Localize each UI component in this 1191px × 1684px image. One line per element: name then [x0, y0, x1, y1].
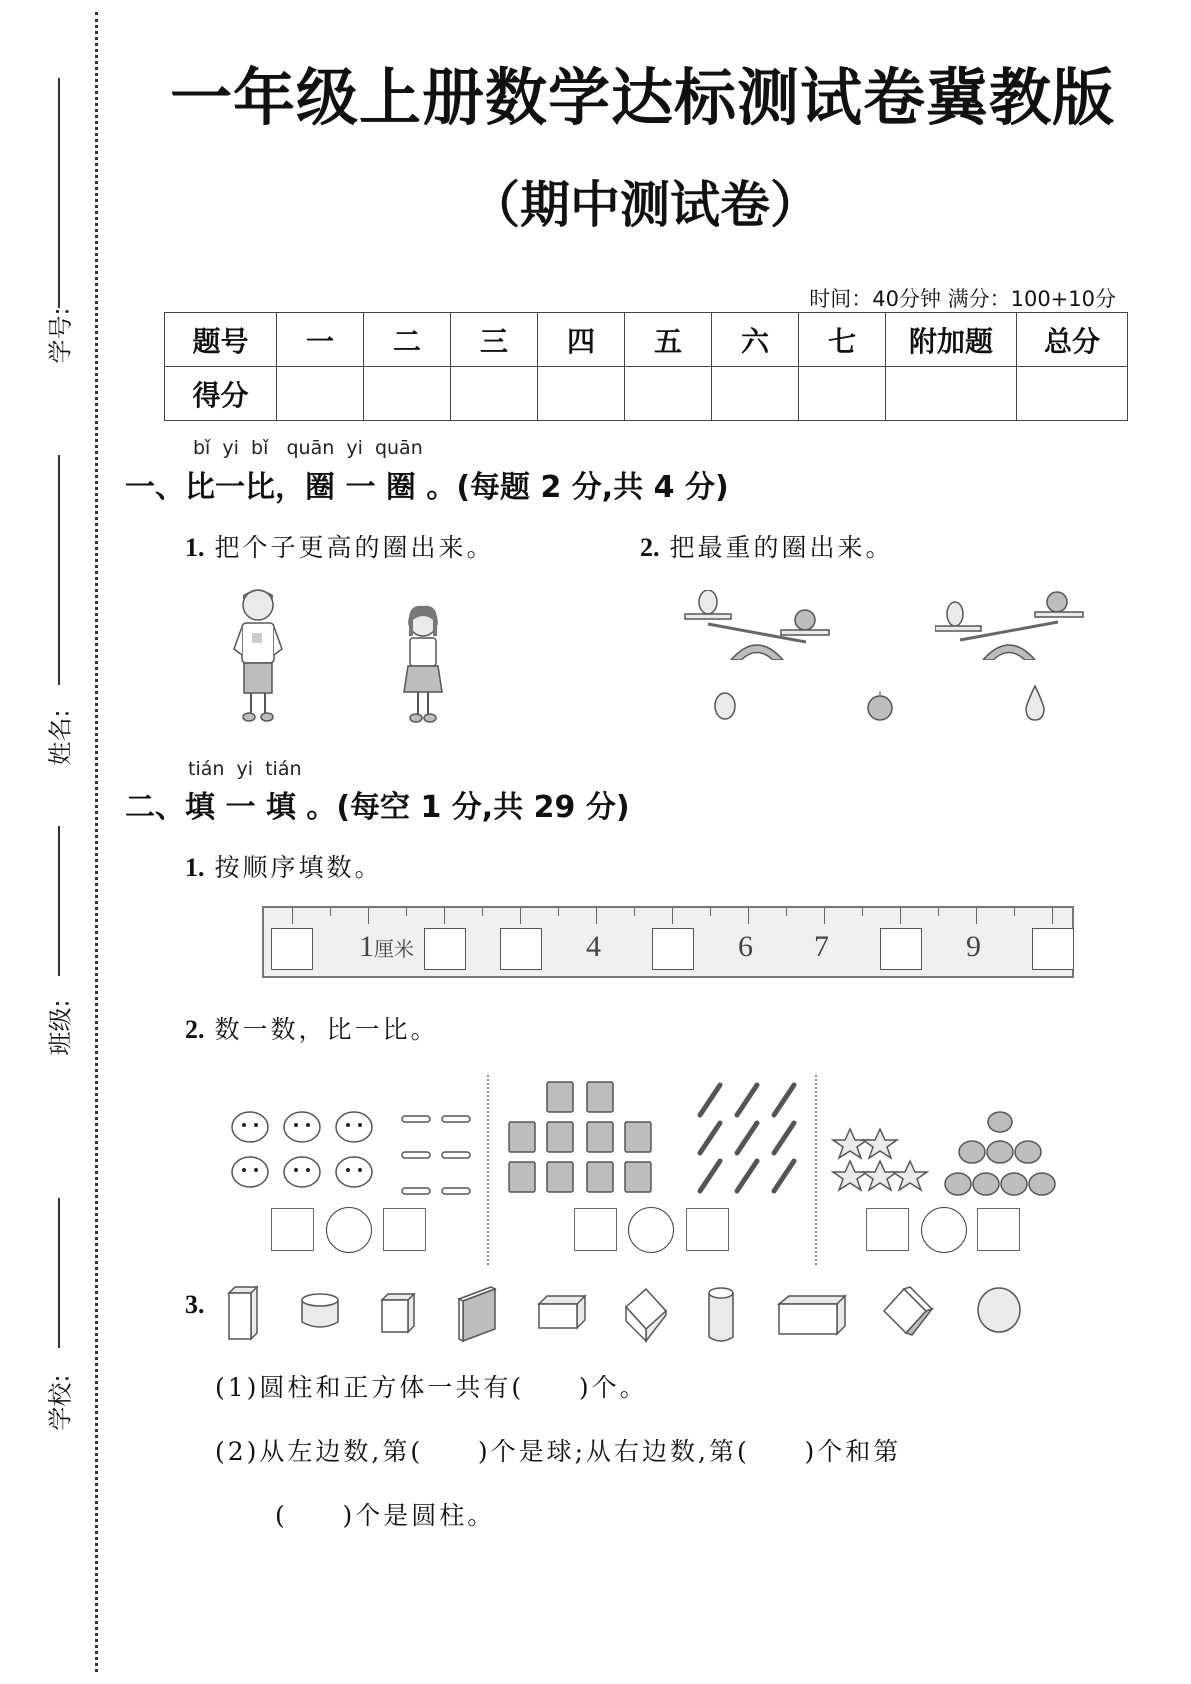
score-table: [164, 312, 1128, 421]
pear-image[interactable]: [1020, 680, 1050, 722]
ruler-label-4: 4: [586, 930, 601, 963]
score-cell[interactable]: [364, 367, 451, 421]
boy-image[interactable]: [228, 585, 288, 725]
row-label-score: 得分: [165, 367, 277, 421]
q3-sub2-line2: ( )个是圆柱。: [275, 1501, 496, 1530]
col-6: 六: [712, 313, 799, 367]
compare-box-right-2[interactable]: [686, 1208, 729, 1251]
col-bonus: 附加题: [886, 313, 1017, 367]
col-total: 总分: [1017, 313, 1128, 367]
score-cell[interactable]: [799, 367, 886, 421]
q2-number: 2.: [640, 533, 660, 562]
section1-pinyin: bǐ yi bǐ quān yi quān: [193, 437, 423, 459]
exam-meta: 时间：40分钟 满分：100+10分: [809, 287, 1116, 311]
q3-number: 3.: [185, 1290, 205, 1319]
col-7: 七: [799, 313, 886, 367]
score-cell[interactable]: [1017, 367, 1128, 421]
divider-2: [815, 1075, 817, 1265]
divider-1: [487, 1075, 489, 1265]
ruler-label-6: 6: [738, 930, 753, 963]
ruler-label-1: 1厘米: [359, 930, 414, 963]
ruler-blank-2[interactable]: [424, 928, 466, 970]
score-cell[interactable]: [625, 367, 712, 421]
name-underline: [58, 455, 60, 685]
peach-image[interactable]: [710, 690, 740, 722]
q2-number: 2.: [185, 1015, 205, 1044]
compare-circle-2[interactable]: [628, 1207, 674, 1253]
class-underline: [58, 826, 60, 976]
col-3: 三: [451, 313, 538, 367]
shape-cylinder-short-icon: [298, 1292, 343, 1332]
section2-q2: [185, 1010, 439, 1046]
score-cell[interactable]: [538, 367, 625, 421]
q3-sub2-line1: (2)从左边数,第( )个是球;从右边数,第( )个和第: [215, 1437, 902, 1466]
section1-heading: 一、比一比，圈 一 圈 。(每题 2 分,共 4 分): [125, 470, 729, 505]
q3-sub1: (1)圆柱和正方体一共有( )个。: [215, 1373, 648, 1402]
balance-pear-apple-image: [935, 590, 1085, 660]
balance-peach-apple-image: [683, 590, 833, 660]
col-2: 二: [364, 313, 451, 367]
stars-image: [830, 1125, 930, 1195]
shape-cuboid-tall-icon: [225, 1285, 265, 1340]
compare-box-right-3[interactable]: [977, 1208, 1020, 1251]
pencils-image: [695, 1080, 805, 1200]
class-label: 班级:: [46, 999, 75, 1056]
section1-q2: [640, 528, 894, 564]
shape-cuboid-tilted-icon: [880, 1285, 940, 1340]
ruler-blank-8[interactable]: [880, 928, 922, 970]
name-label: 姓名:: [46, 709, 75, 766]
shape-cube-2-icon: [535, 1292, 590, 1332]
score-table-header-row: [165, 313, 1128, 367]
q1-text: 把个子更高的圈出来。: [214, 533, 495, 562]
school-underline: [58, 1198, 60, 1348]
page-title: 一年级上册数学达标测试卷冀教版: [170, 61, 1116, 134]
score-cell[interactable]: [451, 367, 538, 421]
section2-pinyin: tián yi tián: [188, 758, 302, 780]
col-1: 一: [277, 313, 364, 367]
compare-circle-1[interactable]: [326, 1207, 372, 1253]
shape-sphere-icon: [975, 1285, 1025, 1335]
student-id-underline: [58, 78, 60, 308]
ruler-label-7: 7: [814, 930, 829, 963]
row-label-question: 题号: [165, 313, 277, 367]
bones-image: [398, 1110, 473, 1200]
student-id-label: 学号:: [46, 307, 75, 364]
score-cell[interactable]: [712, 367, 799, 421]
compare-box-left-2[interactable]: [574, 1208, 617, 1251]
shape-cube-tilted-icon: [622, 1285, 672, 1345]
binding-dotted-line: [95, 12, 98, 1672]
number-ruler: [262, 906, 1074, 978]
page-subtitle: （期中测试卷）: [470, 176, 820, 234]
q1-number: 1.: [185, 533, 205, 562]
section2-q1: [185, 848, 383, 884]
shape-cuboid-flat-icon: [455, 1285, 500, 1345]
apple-image[interactable]: [865, 690, 895, 722]
section2-q3: [185, 1290, 215, 1320]
compare-circle-3[interactable]: [921, 1207, 967, 1253]
shape-cube-icon: [378, 1290, 418, 1335]
ruler-blank-0[interactable]: [271, 928, 313, 970]
q1-number: 1.: [185, 853, 205, 882]
ruler-blank-5[interactable]: [652, 928, 694, 970]
dogs-image: [225, 1105, 390, 1200]
girl-image[interactable]: [398, 602, 448, 726]
q2-text: 数一数，比一比。: [214, 1015, 439, 1044]
section1-q1: [185, 528, 495, 564]
q1-text: 按顺序填数。: [214, 853, 383, 882]
col-5: 五: [625, 313, 712, 367]
compare-box-right-1[interactable]: [383, 1208, 426, 1251]
ruler-blank-10[interactable]: [1032, 928, 1074, 970]
col-4: 四: [538, 313, 625, 367]
section2-heading: 二、填 一 填 。(每空 1 分,共 29 分): [125, 790, 630, 825]
hearts-image: [940, 1110, 1060, 1200]
compare-box-left-1[interactable]: [271, 1208, 314, 1251]
score-table-score-row: [165, 367, 1128, 421]
notebooks-image: [505, 1080, 665, 1200]
compare-box-left-3[interactable]: [866, 1208, 909, 1251]
shape-cylinder-tall-icon: [705, 1285, 740, 1345]
shape-cuboid-wide-icon: [775, 1292, 850, 1337]
q2-text: 把最重的圈出来。: [669, 533, 894, 562]
ruler-label-9: 9: [966, 930, 981, 963]
score-cell[interactable]: [277, 367, 364, 421]
school-label: 学校:: [46, 1374, 75, 1431]
ruler-blank-3[interactable]: [500, 928, 542, 970]
score-cell[interactable]: [886, 367, 1017, 421]
